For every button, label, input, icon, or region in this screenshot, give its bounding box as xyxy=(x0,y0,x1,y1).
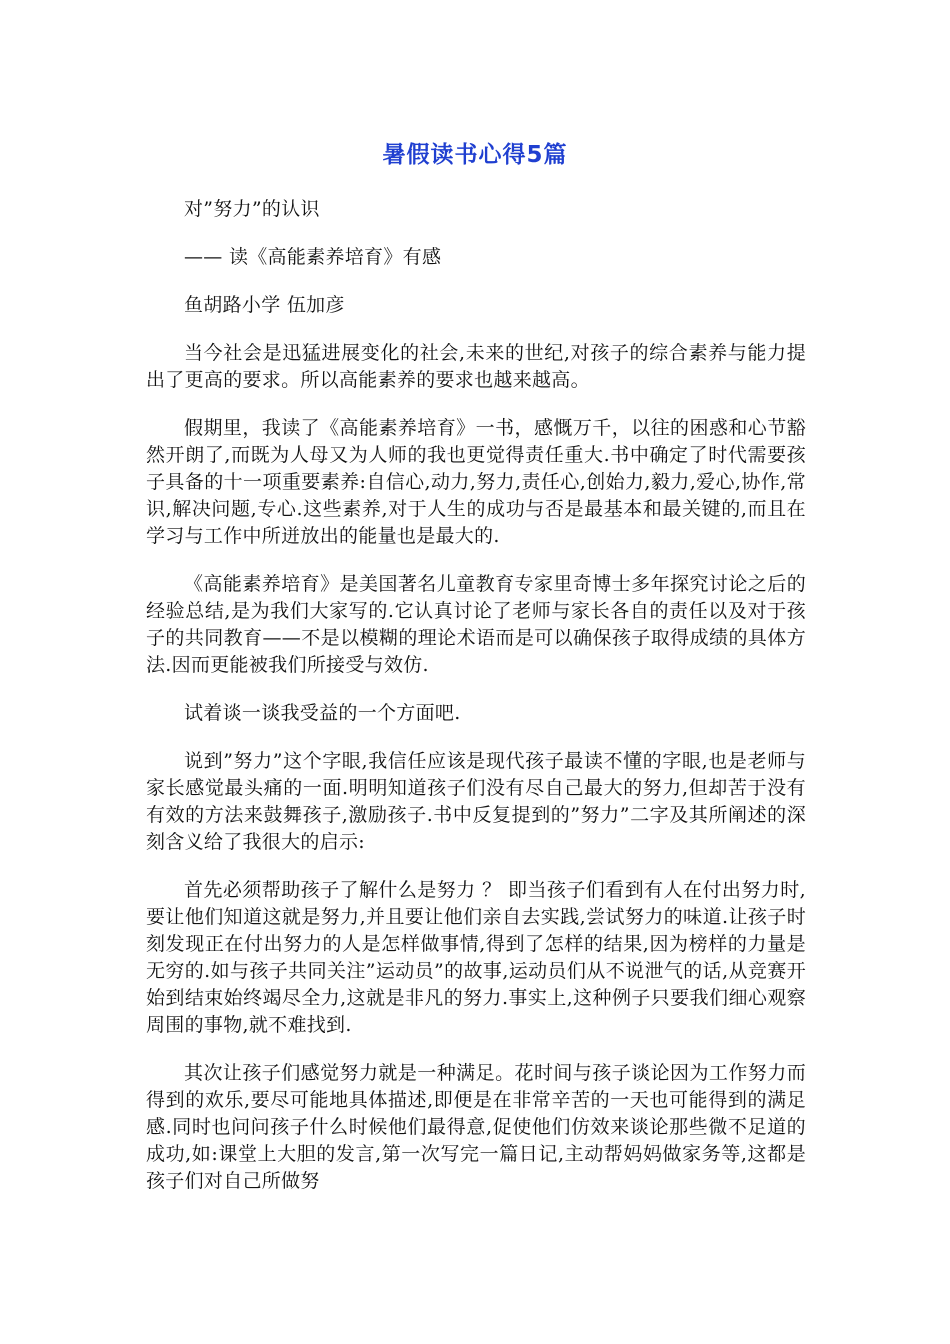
body-paragraph: 《高能素养培育》是美国著名儿童教育专家里奇博士多年探究讨论之后的经验总结,是为我们大家写的.它认真讨论了老师与家长各自的责任以及对于孩子的共同教育——不是以模糊的理论术语而是可以确保孩子取得成绩的具体方法.因而更能被我们所接受与效仿. xyxy=(146,573,806,676)
body-paragraph: 当今社会是迅猛进展变化的社会,未来的世纪,对孩子的综合素养与能力提出了更高的要求。所以高能素养的要求也越来越高。 xyxy=(146,342,806,391)
document-body xyxy=(146,196,806,1216)
essay-title: 对”努力”的认识 xyxy=(184,198,320,220)
body-paragraph: 其次让孩子们感觉努力就是一种满足。花时间与孩子谈论因为工作努力而得到的欢乐,要尽可能地具体描述,即便是在非常辛苦的一天也可能得到的满足感.同时也问问孩子什么时候他们最得意,促使他们仿效来谈论那些微不足道的成功,如:课堂上大胆的发言,第一次写完一篇日记,主动帮妈妈做家务等,这都是孩子们对自己所做努 xyxy=(146,1062,806,1192)
body-paragraph: 假期里，我读了《高能素养培育》一书，感慨万千，以往的困惑和心节豁然开朗了,而既为人母又为人师的我也更觉得责任重大.书中确定了时代需要孩子具备的十一项重要素养:自信心,动力,努力,责任心,创始力,毅力,爱心,协作,常识,解决问题,专心.这些素养,对于人生的成功与否是最基本和最关键的,而且在学习与工作中所迸放出的能量也是最大的. xyxy=(146,417,806,547)
essay-subtitle: —— 读《高能素养培育》有感 xyxy=(184,246,442,268)
document-title: 暑假读书心得5篇 xyxy=(382,142,568,168)
body-paragraph: 说到”努力”这个字眼,我信任应该是现代孩子最读不懂的字眼,也是老师与家长感觉最头痛的一面.明明知道孩子们没有尽自己最大的努力,但却苦于没有有效的方法来鼓舞孩子,激励孩子.书中反复提到的”努力”二字及其所阐述的深刻含义给了我很大的启示: xyxy=(146,750,806,853)
body-paragraph: 首先必须帮助孩子了解什么是努力 ？ 即当孩子们看到有人在付出努力时,要让他们知道这就是努力,并且要让他们亲自去实践,尝试努力的味道.让孩子时刻发现正在付出努力的人是怎样做事情,得到了怎样的结果,因为榜样的力量是无穷的.如与孩子共同关注”运动员”的故事,运动员们从不说泄气的话,从竞赛开始到结束始终竭尽全力,这就是非凡的努力.事实上,这种例子只要我们细心观察周围的事物,就不难找到. xyxy=(146,879,806,1036)
body-paragraph: 试着谈一谈我受益的一个方面吧. xyxy=(184,702,461,724)
author-line: 鱼胡路小学 伍加彦 xyxy=(184,294,345,316)
